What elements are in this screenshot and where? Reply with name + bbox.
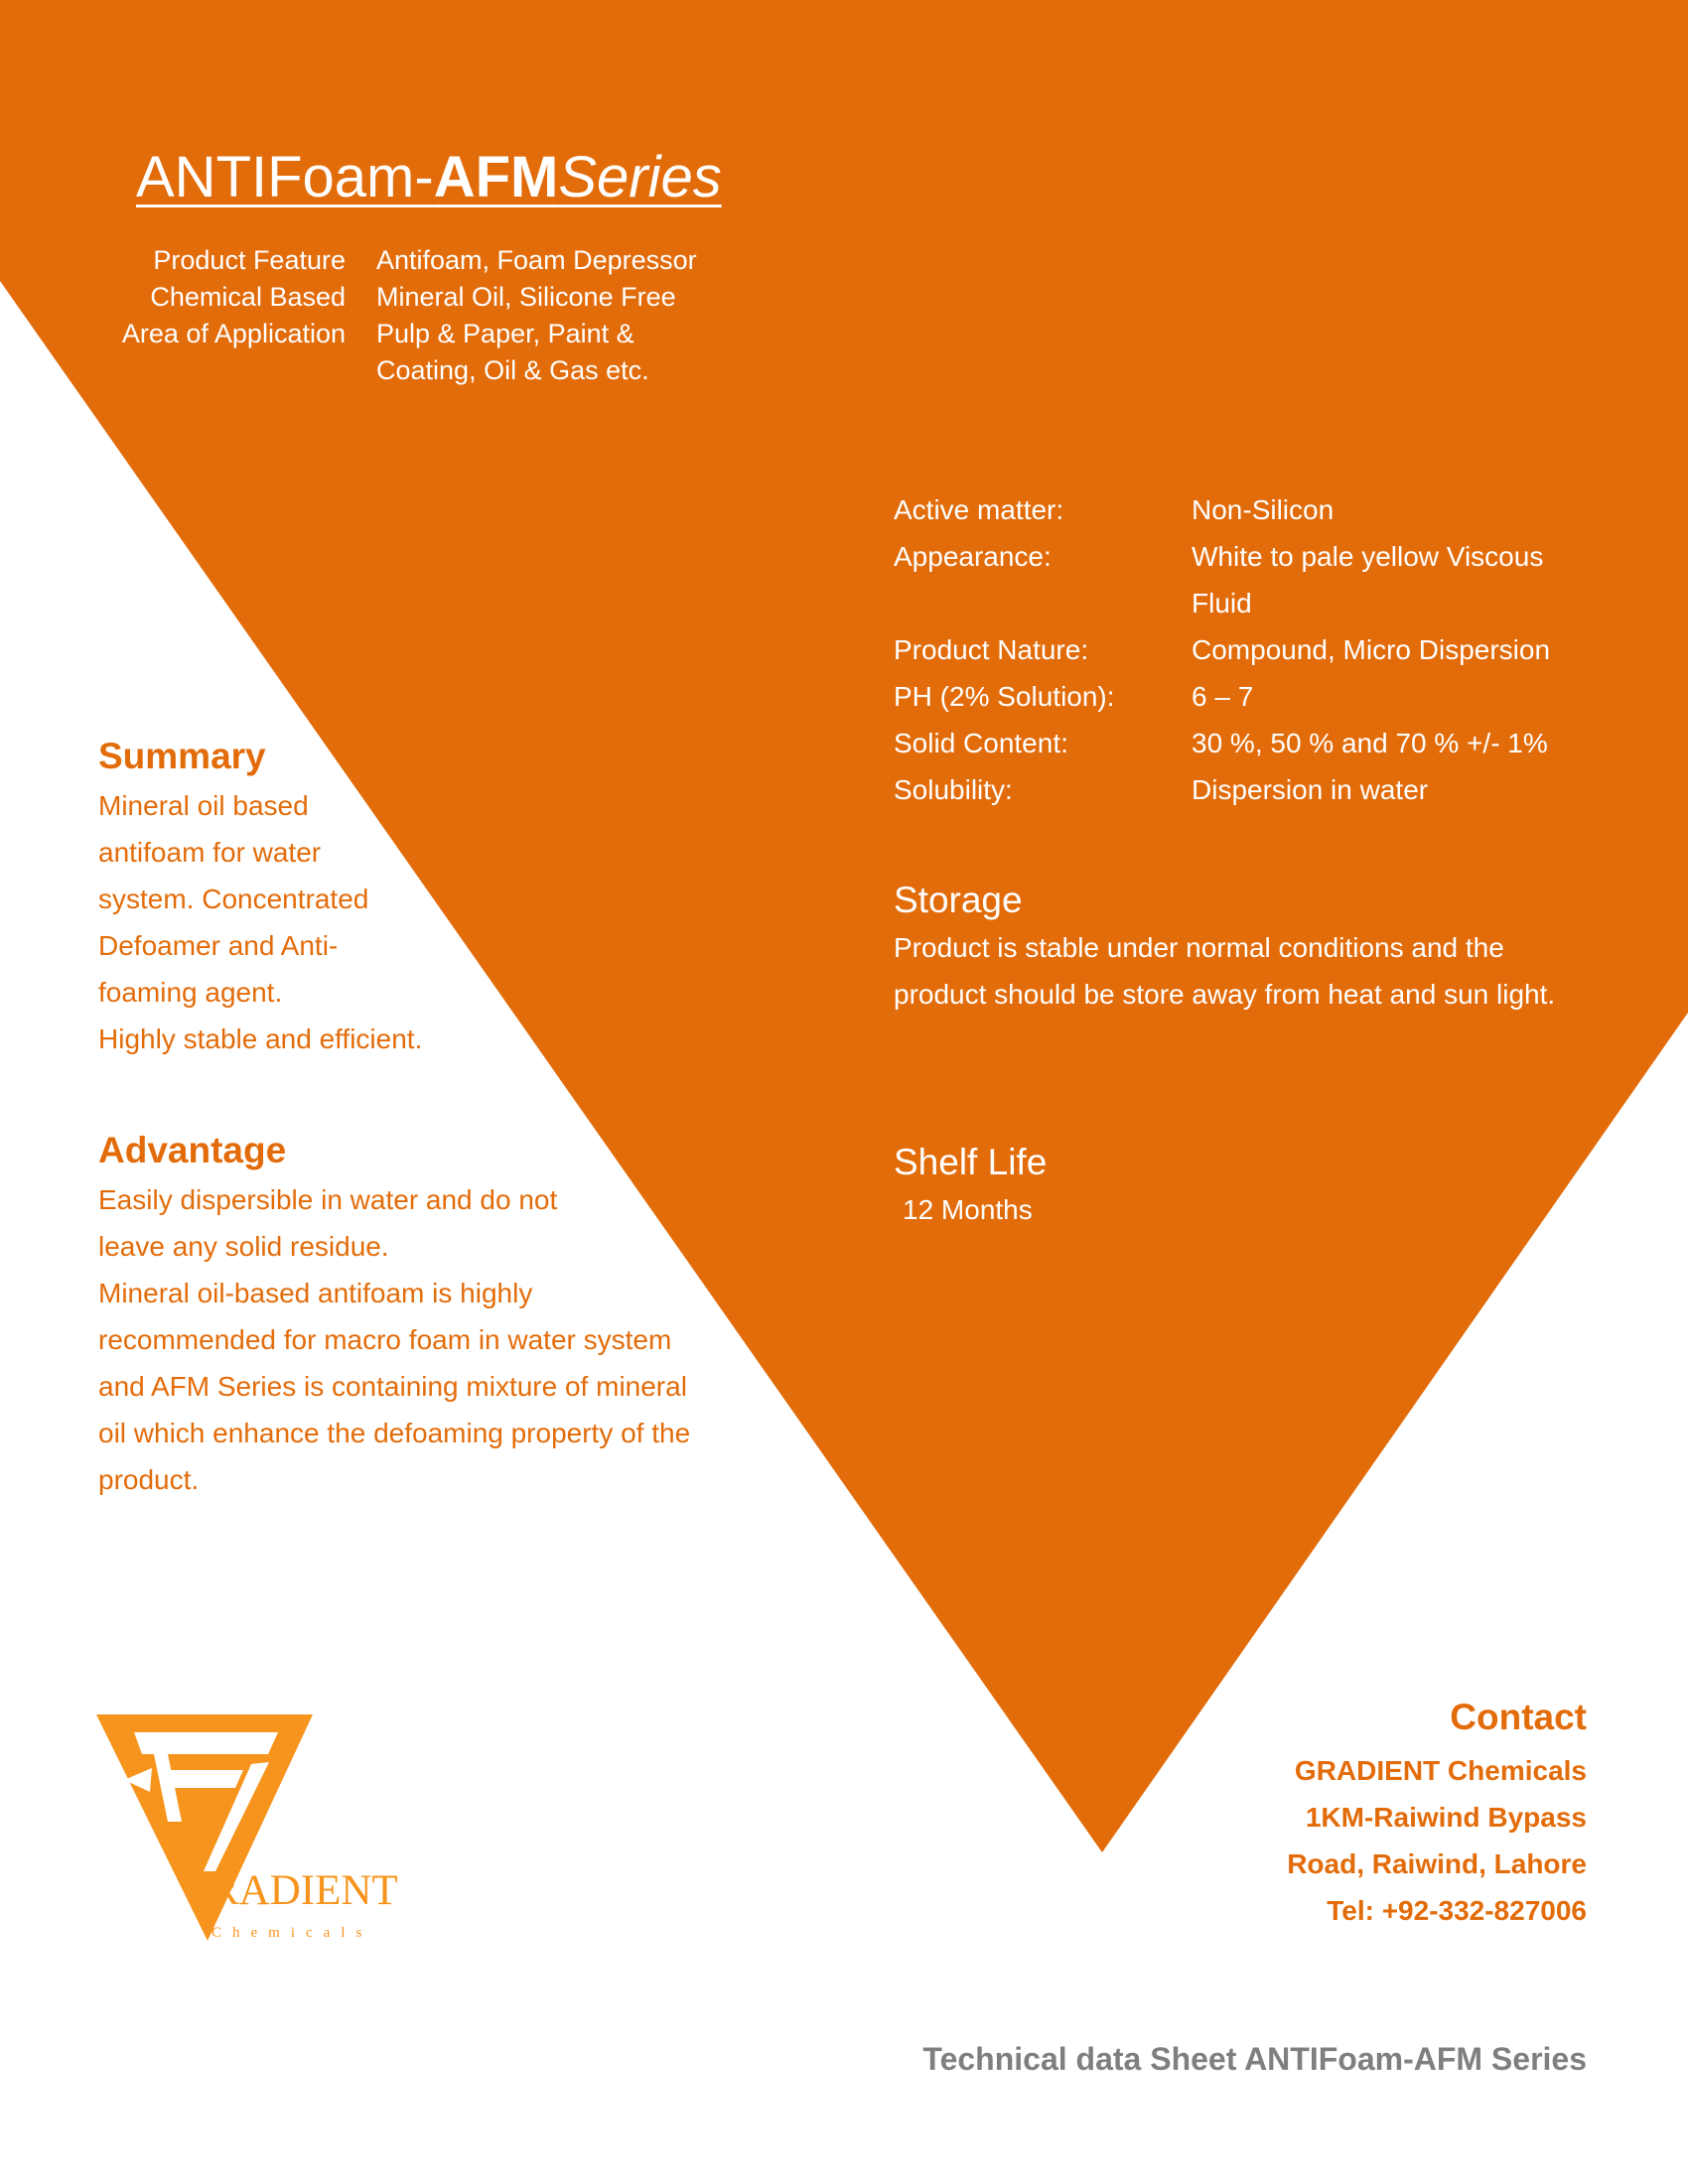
contact-address-line: 1KM-Raiwind Bypass (1305, 1802, 1587, 1834)
contact-section (1287, 1696, 1587, 1934)
title-series-word: Series (558, 145, 722, 209)
advantage-line: product. (98, 1464, 200, 1496)
title-series-code: AFM (433, 145, 559, 209)
logo-subtitle: Chemicals (211, 1925, 373, 1941)
spec-label: Appearance: (894, 541, 1052, 572)
summary-line: Defoamer and Anti- (98, 930, 339, 962)
feature-label: Product Feature (153, 245, 346, 275)
storage-text: Product is stable under normal conditions and the product should be store away from heat and sun light. (894, 932, 1556, 1011)
spec-value: Compound, Micro Dispersion (1192, 634, 1551, 665)
feature-label: Chemical Based (150, 282, 346, 312)
spec-value: 6 – 7 (1192, 681, 1254, 712)
advantage-heading: Advantage (98, 1130, 287, 1170)
contact-phone: Tel: +92-332-827006 (1327, 1895, 1587, 1927)
shelf-life-heading: Shelf Life (894, 1142, 1048, 1182)
shelf-life-section (894, 1141, 1390, 1233)
gradient-triangle-logo-icon (94, 1712, 437, 1951)
title-prefix: ANTIFoam- (136, 145, 434, 209)
spec-value: Dispersion in water (1192, 774, 1429, 805)
summary-line: Mineral oil based (98, 790, 309, 822)
storage-section (894, 879, 1589, 1018)
summary-line: antifoam for water (98, 837, 322, 869)
logo-wordmark: RADIENT (211, 1867, 398, 1914)
spec-label: Solubility: (894, 774, 1013, 805)
advantage-section (98, 1129, 690, 1503)
advantage-line: Easily dispersible in water and do not (98, 1184, 558, 1216)
spec-label: Active matter: (894, 494, 1064, 525)
summary-heading: Summary (98, 736, 266, 776)
advantage-line: oil which enhance the defoaming property of the (98, 1418, 691, 1449)
contact-heading: Contact (1450, 1697, 1587, 1737)
spec-value: 30 %, 50 % and 70 % +/- 1% (1192, 728, 1548, 758)
feature-value: Pulp & Paper, Paint & Coating, Oil & Gas etc. (376, 319, 649, 385)
spec-label: Solid Content: (894, 728, 1068, 758)
advantage-line: recommended for macro foam in water system (98, 1324, 672, 1356)
summary-text (98, 782, 422, 1062)
spec-value: White to pale yellow Viscous Fluid (1192, 541, 1544, 618)
feature-label: Area of Application (121, 319, 346, 348)
storage-heading: Storage (894, 880, 1023, 920)
summary-section (98, 735, 422, 1062)
spec-label: Product Nature: (894, 634, 1089, 665)
summary-line: foaming agent. (98, 977, 283, 1009)
feature-value: Mineral Oil, Silicone Free (376, 282, 676, 312)
shelf-life-text: 12 Months (903, 1194, 1033, 1226)
footer-document-title: Technical data Sheet ANTIFoam-AFM Series (922, 2041, 1587, 2077)
page-title (136, 145, 722, 209)
contact-company: GRADIENT Chemicals (1294, 1755, 1587, 1787)
advantage-line: Mineral oil-based antifoam is highly (98, 1278, 533, 1309)
contact-address-line: Road, Raiwind, Lahore (1287, 1848, 1587, 1880)
summary-line: system. Concentrated (98, 884, 369, 915)
advantage-line: leave any solid residue. (98, 1231, 389, 1263)
advantage-text (98, 1176, 690, 1503)
feature-value: Antifoam, Foam Depressor (376, 245, 697, 275)
advantage-line: and AFM Series is containing mixture of mineral (98, 1371, 687, 1403)
summary-line: Highly stable and efficient. (98, 1024, 423, 1055)
spec-label: PH (2% Solution): (894, 681, 1115, 712)
spec-value: Non-Silicon (1192, 494, 1335, 525)
